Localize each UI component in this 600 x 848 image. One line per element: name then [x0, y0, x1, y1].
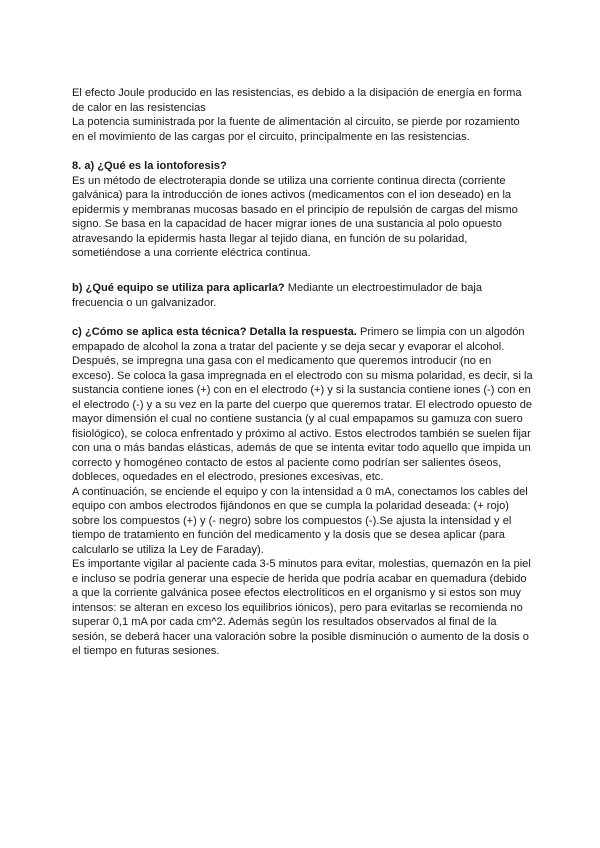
question-8a-section: [72, 159, 534, 261]
question-c-paragraph-1: [72, 325, 534, 485]
question-c-paragraph-2: A continuación, se enciende el equipo y con la intensidad a 0 mA, conectamos los cables del equipo con ambos electrodos fijándonos en que se cumpla la polaridad deseada: (+ rojo) sobre los compuestos (+) y (- negro) sobre los compuestos (-).Se ajusta la intensidad y el tiempo de tratamiento en función del medicamento y la dosis que se desea aplicar (para calcularlo se utiliza la Ley de Faraday).: [72, 485, 528, 556]
question-8a-answer: Es un método de electroterapia donde se utiliza una corriente continua directa (corriente galvánica) para la introducción de iones activos (medicamentos con el ion deseado) en la epidermis y membranas mucosas basado en el principio de repulsión de cargas del mismo signo. Se basa en la capacidad de hacer migrar iones de una sustancia al polo opuesto atravesando la epidermis hasta llegar al tejido diana, en función de su polaridad, sometiéndose a una corriente eléctrica continua.: [72, 174, 518, 259]
question-c-title: c) ¿Cómo se aplica esta técnica? Detalla la respuesta.: [72, 326, 357, 338]
question-c-paragraph-3: Es importante vigilar al paciente cada 3-5 minutos para evitar, molestias, quemazón en la piel e incluso se podría generar una especie de herida que podría acabar en quemadura (debido a que la corriente galvánica posee efectos electrolíticos en el organismo y si estos son muy intensos: se alteran en exceso los equilibrios iónicos), pero para evitarlas se recomienda no superar 0,1 mA por cada cm^2. Además según los resultados observados al final de la sesión, se deberá hacer una valoración sobre la posible disminución o aumento de la dosis o el tiempo en futuras sesiones.: [72, 558, 531, 657]
question-b-answer: Mediante un electroestimulador de baja frecuencia o un galvanizador.: [72, 282, 483, 309]
question-c-section: [72, 325, 534, 659]
question-c-answer: Primero se limpia con un algodón empapado de alcohol la zona a tratar del paciente y se deja secar y evaporar el alcohol. Después, se impregna una gasa con el medicamento que queremos introducir (no en exceso). Se coloca la gasa impregnada en el electrodo con su misma polaridad, es decir, si la sustancia contiene iones (+) con en el electrodo (+) y si la sustancia contiene iones (-) con en el electrodo (-) y a su vez en la parte del cuerpo que queremos tratar. El electrodo opuesto de mayor dimensión el cual no contiene sustancia (y al cual empapamos su gamuza con suero fisiológico), se coloca enfrentado y próximo al activo. Estos electrodos también se suelen fijar con una o más bandas elásticas, además de que se intenta evitar todo aquello que impida un correcto y homogéneo contacto de estos al paciente como podrían ser salientes óseos, dobleces, oquedades en el electrodo, presiones excesivas, etc.: [72, 326, 533, 483]
intro-paragraph-potencia: La potencia suministrada por la fuente de alimentación al circuito, se pierde por rozamiento en el movimiento de las cargas por el circuito, principalmente en las resistencias.: [72, 116, 520, 143]
question-8a-heading: [72, 159, 534, 174]
intro-section: [72, 86, 534, 144]
question-b-paragraph: [72, 281, 534, 310]
question-8a-title: 8. a) ¿Qué es la iontoforesis?: [72, 160, 227, 172]
question-b-title: b) ¿Qué equipo se utiliza para aplicarla?: [72, 282, 285, 294]
question-b-section: [72, 281, 534, 310]
intro-paragraph-joule: El efecto Joule producido en las resistencias, es debido a la disipación de energía en forma de calor en las resistencias: [72, 87, 522, 114]
